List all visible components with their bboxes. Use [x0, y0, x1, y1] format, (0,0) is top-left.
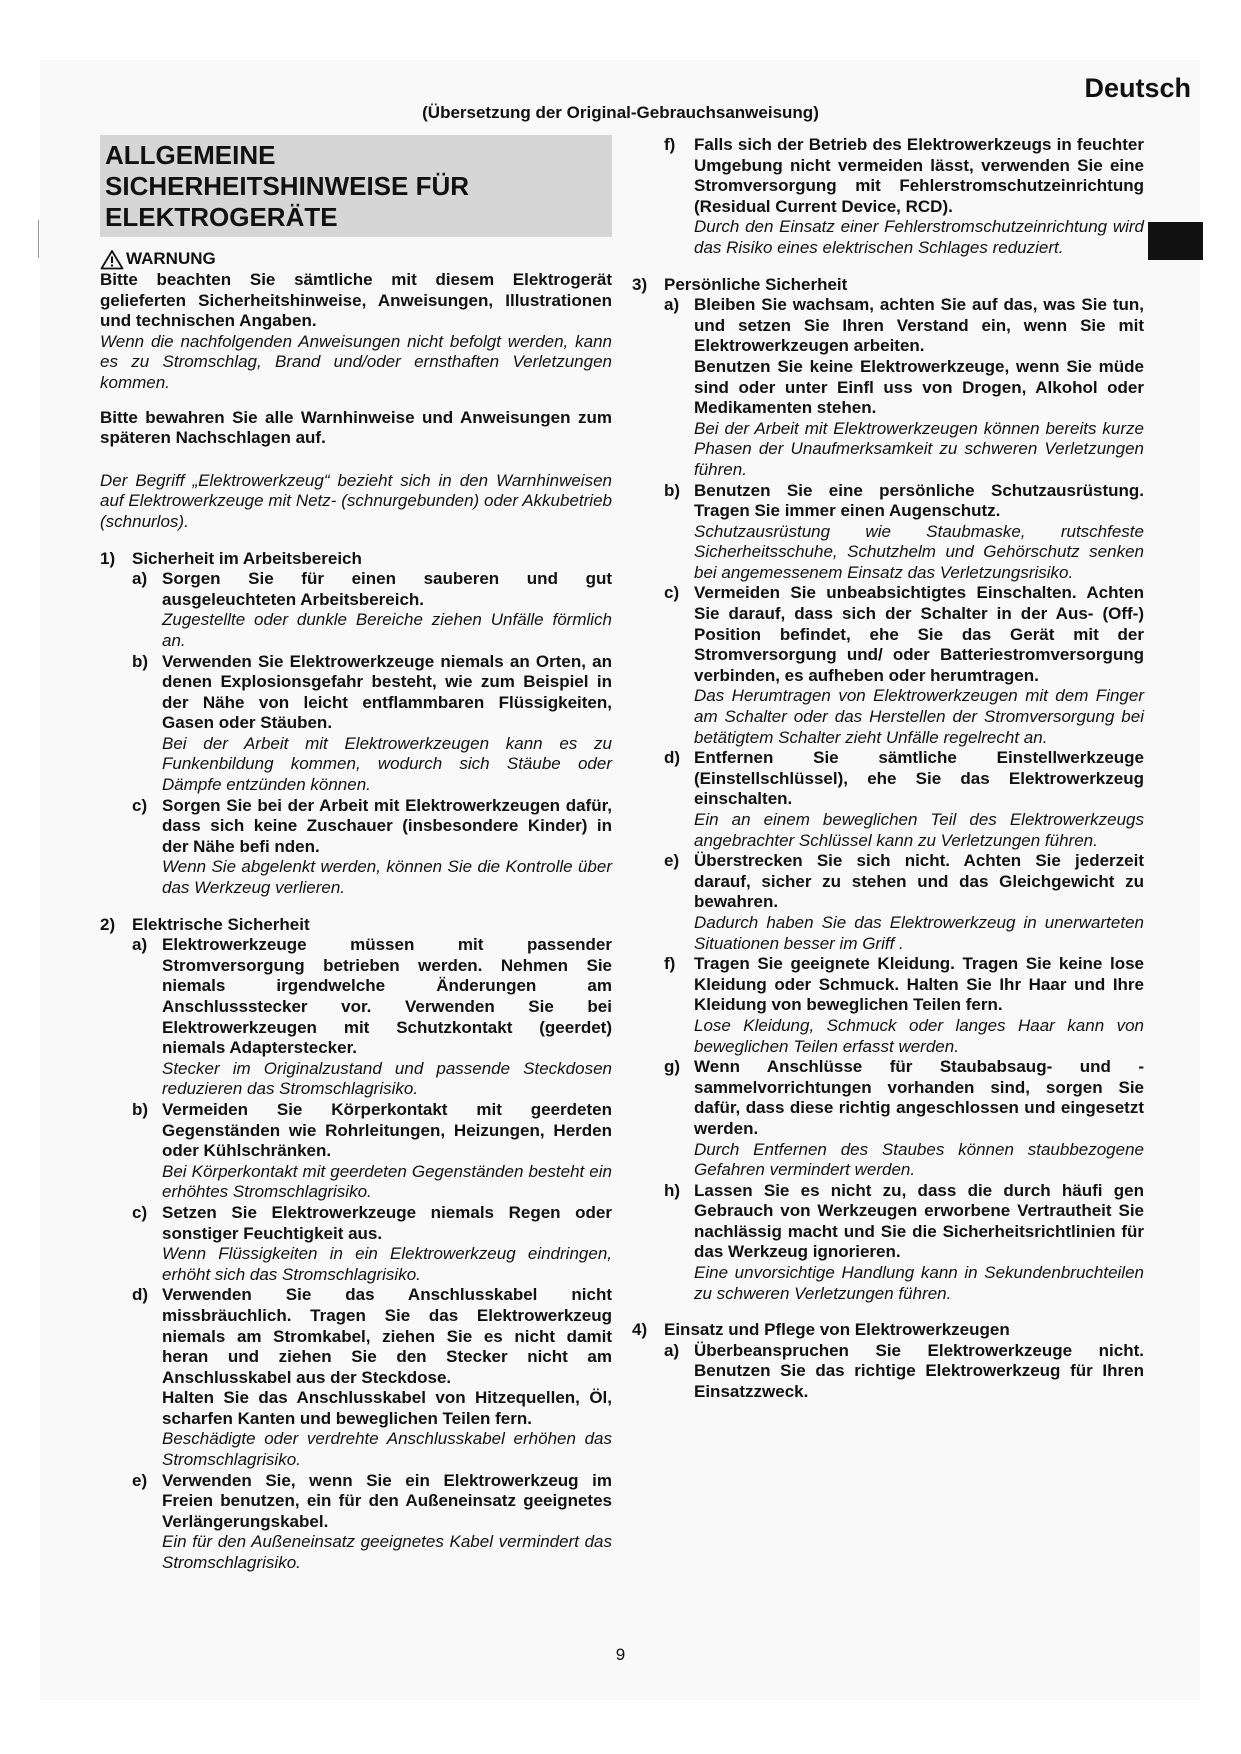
spacer [632, 259, 1144, 273]
section-title-box [100, 135, 612, 237]
list-item [664, 481, 1144, 584]
item-text: Tragen Sie geeignete Kleidung. Tragen Sie keine lose Kleidung oder Schmuck. Halten Sie Ihr Haar und Ihre Kleidung von beweglichen Teilen fern. [694, 954, 1144, 1015]
list-item [132, 652, 612, 796]
title-line: ELEKTROGERÄTE [105, 202, 338, 232]
list-item [132, 569, 612, 651]
warning-label: WARNUNG [126, 249, 216, 269]
item-marker: c) [664, 583, 680, 603]
warning-triangle-icon [100, 249, 124, 270]
section-heading [100, 549, 612, 570]
section-body [632, 1341, 1144, 1403]
item-marker: b) [132, 651, 149, 671]
item-text: Setzen Sie Elektrowerkzeuge niemals Regen oder sonstiger Feuchtigkeit aus. [162, 1202, 612, 1243]
section-body [100, 569, 612, 899]
item-marker: e) [664, 851, 680, 871]
language-label: Deutsch [1084, 73, 1191, 103]
title-line: SICHERHEITSHINWEISE FÜR [105, 171, 470, 201]
warning-paragraph: Bitte beachten Sie sämtliche mit diesem Elektrogerät gelieferten Sicherheitshinweise, Anweisungen, Illustrationen und technischen Angaben. [100, 270, 612, 331]
item-note: Lose Kleidung, Schmuck oder langes Haar kann von beweglichen Teilen erfasst werden. [694, 1015, 1144, 1056]
section-body [632, 135, 1144, 259]
item-text: Vermeiden Sie Körperkontakt mit geerdeten Gegenständen wie Rohrleitungen, Heizungen, Herden oder Kühlschränken. [162, 1099, 612, 1161]
keep-instructions-paragraph: Bitte bewahren Sie alle Warnhinweise und Anweisungen zum späteren Nachschlagen auf. [100, 407, 612, 448]
right-column [632, 135, 1144, 1403]
section-title: Persönliche Sicherheit [664, 274, 848, 294]
item-marker: e) [132, 1470, 148, 1490]
list-item [664, 295, 1144, 480]
item-note: Ein für den Außeneinsatz geeignetes Kabel vermindert das Stromschlagrisiko. [162, 1532, 612, 1573]
item-note: Stecker im Originalzustand und passende Steckdosen reduzieren das Stromschlagrisiko. [162, 1058, 612, 1099]
item-note: Bei Körperkontakt mit geerdeten Gegenständen besteht ein erhöhtes Stromschlagrisiko. [162, 1161, 612, 1202]
spacer [100, 533, 612, 547]
item-marker: b) [664, 480, 681, 500]
list-item [664, 1057, 1144, 1181]
definition-paragraph: Der Begriff „Elektrowerkzeug“ bezieht sich in den Warnhinweisen auf Elektrowerkzeuge mit Netz- (schnurgebunden) oder Akkubetrieb (schnurlos). [100, 470, 612, 531]
list-item [132, 1100, 612, 1203]
item-note: Durch Entfernen des Staubes können staubbezogene Gefahren vermindert werden. [694, 1139, 1144, 1180]
item-text: Vermeiden Sie unbeabsichtigtes Einschalten. Achten Sie darauf, dass sich der Schalter in der Aus- (Off-) Position befindet, ehe Sie das Gerät mit der Stromversorgung und/ oder Batteriestromversorgung verbinden, es aufheben oder herumtragen. [694, 583, 1144, 685]
item-text: Bleiben Sie wachsam, achten Sie auf das, was Sie tun, und setzen Sie Ihren Verstand ein, wenn Sie mit Elektrowerkzeugen arbeiten. [694, 295, 1144, 356]
item-marker: h) [664, 1180, 681, 1200]
item-text: Lassen Sie es nicht zu, dass die durch häufi gen Gebrauch von Werkzeugen erworbene Vertrautheit Sie nachlässig macht und Sie die Sicherheitsrichtlinien für das Werkzeug ignorieren. [694, 1180, 1144, 1262]
section-body [100, 935, 612, 1573]
item-marker: g) [664, 1057, 681, 1077]
list-item [664, 748, 1144, 851]
list-item [664, 1341, 1144, 1403]
list-item [664, 851, 1144, 954]
item-note: Das Herumtragen von Elektrowerkzeugen mit dem Finger am Schalter oder das Herstellen der Stromversorgung bei betätigtem Schalter zieht Unfälle regelrecht an. [694, 686, 1144, 747]
section-heading [100, 915, 612, 936]
section-number: 3) [632, 274, 648, 294]
item-text: Sorgen Sie für einen sauberen und gut ausgeleuchteten Arbeitsbereich. [162, 569, 612, 609]
left-column [100, 135, 612, 1574]
item-marker: a) [664, 1340, 680, 1360]
warning-note: Wenn die nachfolgenden Anweisungen nicht befolgt werden, kann es zu Stromschlag, Brand und/oder ernsthaften Verletzungen kommen. [100, 331, 612, 392]
list-item [132, 1203, 612, 1285]
list-item [132, 1471, 612, 1574]
section-body [632, 295, 1144, 1304]
item-text: Verwenden Sie, wenn Sie ein Elektrowerkzeug im Freien benutzen, ein für den Außeneinsatz geeignetes Verlängerungskabel. [162, 1470, 612, 1531]
item-marker: f) [664, 954, 676, 974]
item-marker: f) [664, 135, 676, 154]
item-text: Benutzen Sie eine persönliche Schutzausrüstung. Tragen Sie immer einen Augenschutz. [694, 480, 1144, 521]
item-marker: d) [132, 1285, 149, 1305]
item-note: Bei der Arbeit mit Elektrowerkzeugen können bereits kurze Phasen der Unaufmerksamkeit zu schweren Verletzungen führen. [694, 418, 1144, 479]
document-subtitle: (Übersetzung der Original-Gebrauchsanweisung) [422, 103, 819, 122]
section-title: Sicherheit im Arbeitsbereich [132, 548, 362, 568]
item-note: Schutzausrüstung wie Staubmaske, rutschfeste Sicherheitsschuhe, Schutzhelm und Gehörschutz senken bei angemessenem Einsatz das Verletzungsrisiko. [694, 521, 1144, 582]
item-text: Falls sich der Betrieb des Elektrowerkzeugs in feuchter Umgebung nicht vermeiden lässt, verwenden Sie eine Stromversorgung mit Fehlerstromschutzeinrichtung (Residual Current Device, RCD). [694, 135, 1144, 216]
item-text: Wenn Anschlüsse für Staubabsaug- und -sammelvorrichtungen vorhanden sind, sorgen Sie dafür, dass diese richtig angeschlossen und eingesetzt werden. [694, 1057, 1144, 1138]
section-number: 4) [632, 1320, 648, 1340]
item-marker: c) [132, 1202, 148, 1222]
spacer [100, 449, 612, 471]
item-text: Sorgen Sie bei der Arbeit mit Elektrowerkzeugen dafür, dass sich keine Zuschauer (insbesondere Kinder) in der Nähe befi nden. [162, 795, 612, 856]
item-note: Eine unvorsichtige Handlung kann in Sekundenbruchteilen zu schweren Verletzungen führen. [694, 1263, 1144, 1303]
section-number: 2) [100, 914, 116, 934]
item-note: Wenn Flüssigkeiten in ein Elektrowerkzeug eindringen, erhöht sich das Stromschlagrisiko. [162, 1244, 612, 1284]
item-marker: d) [664, 748, 681, 768]
list-item [664, 135, 1144, 259]
item-note: Beschädigte oder verdrehte Anschlusskabel erhöhen das Stromschlagrisiko. [162, 1429, 612, 1470]
section-title: Einsatz und Pflege von Elektrowerkzeugen [664, 1320, 1010, 1340]
page-number: 9 [615, 1645, 626, 1664]
item-note: Wenn Sie abgelenkt werden, können Sie die Kontrolle über das Werkzeug verlieren. [162, 857, 612, 898]
item-note: Dadurch haben Sie das Elektrowerkzeug in unerwarteten Situationen besser im Griff . [694, 912, 1144, 953]
margin-rule [38, 220, 39, 258]
section-title: Elektrische Sicherheit [132, 914, 310, 934]
item-text: Benutzen Sie keine Elektrowerkzeuge, wenn Sie müde sind oder unter Einfl uss von Drogen, Alkohol oder Medikamenten stehen. [694, 356, 1144, 418]
item-marker: a) [132, 569, 148, 589]
item-note: Zugestellte oder dunkle Bereiche ziehen Unfälle förmlich an. [162, 610, 612, 650]
spacer [632, 1304, 1144, 1318]
title-line: ALLGEMEINE [105, 140, 276, 170]
list-item [132, 1285, 612, 1470]
spacer [100, 394, 612, 408]
item-note: Ein an einem beweglichen Teil des Elektrowerkzeugs angebrachter Schlüssel kann zu Verletzungen führen. [694, 810, 1144, 850]
item-marker: b) [132, 1099, 149, 1119]
list-item [132, 935, 612, 1100]
section-heading [632, 275, 1144, 296]
item-text: Überstrecken Sie sich nicht. Achten Sie jederzeit darauf, sicher zu stehen und das Gleichgewicht zu bewahren. [694, 851, 1144, 912]
item-text: Entfernen Sie sämtliche Einstellwerkzeuge (Einstellschlüssel), ehe Sie das Elektrowerkzeug einschalten. [694, 748, 1144, 809]
item-note: Bei der Arbeit mit Elektrowerkzeugen kann es zu Funkenbildung kommen, wodurch sich Stäube oder Dämpfe entzünden können. [162, 733, 612, 795]
item-note: Durch den Einsatz einer Fehlerstromschutzeinrichtung wird das Risiko eines elektrischen Schlages reduziert. [694, 217, 1144, 257]
item-text: Verwenden Sie Elektrowerkzeuge niemals an Orten, an denen Explosionsgefahr besteht, wie zum Beispiel in der Nähe von leicht entflammbaren Flüssigkeiten, Gasen oder Stäuben. [162, 651, 612, 733]
item-text: Verwenden Sie das Anschlusskabel nicht missbräuchlich. Tragen Sie das Elektrowerkzeug niemals am Stromkabel, ziehen Sie es nicht damit heran und ziehen Sie den Stecker nicht am Anschlusskabel aus der Steckdose. [162, 1285, 612, 1387]
list-item [132, 796, 612, 899]
list-item [664, 954, 1144, 1057]
item-marker: c) [132, 795, 148, 815]
item-text: Halten Sie das Anschlusskabel von Hitzequellen, Öl, scharfen Kanten und beweglichen Teilen fern. [162, 1388, 612, 1428]
language-tab-marker [1148, 222, 1203, 260]
section-number: 1) [100, 548, 116, 568]
spacer [100, 899, 612, 913]
item-text: Überbeanspruchen Sie Elektrowerkzeuge nicht. Benutzen Sie das richtige Elektrowerkzeug für Ihren Einsatzzweck. [694, 1340, 1144, 1402]
item-marker: a) [132, 935, 148, 955]
list-item [664, 1181, 1144, 1305]
warning-heading [100, 249, 612, 270]
section-heading [632, 1320, 1144, 1341]
item-text: Elektrowerkzeuge müssen mit passender Stromversorgung betrieben werden. Nehmen Sie niemals irgendwelche Änderungen am Anschlussstecker vor. Verwenden Sie bei Elektrowerkzeugen mit Schutzkontakt (geerdet) niemals Adapterstecker. [162, 935, 612, 1058]
list-item [664, 583, 1144, 748]
item-marker: a) [664, 295, 680, 315]
